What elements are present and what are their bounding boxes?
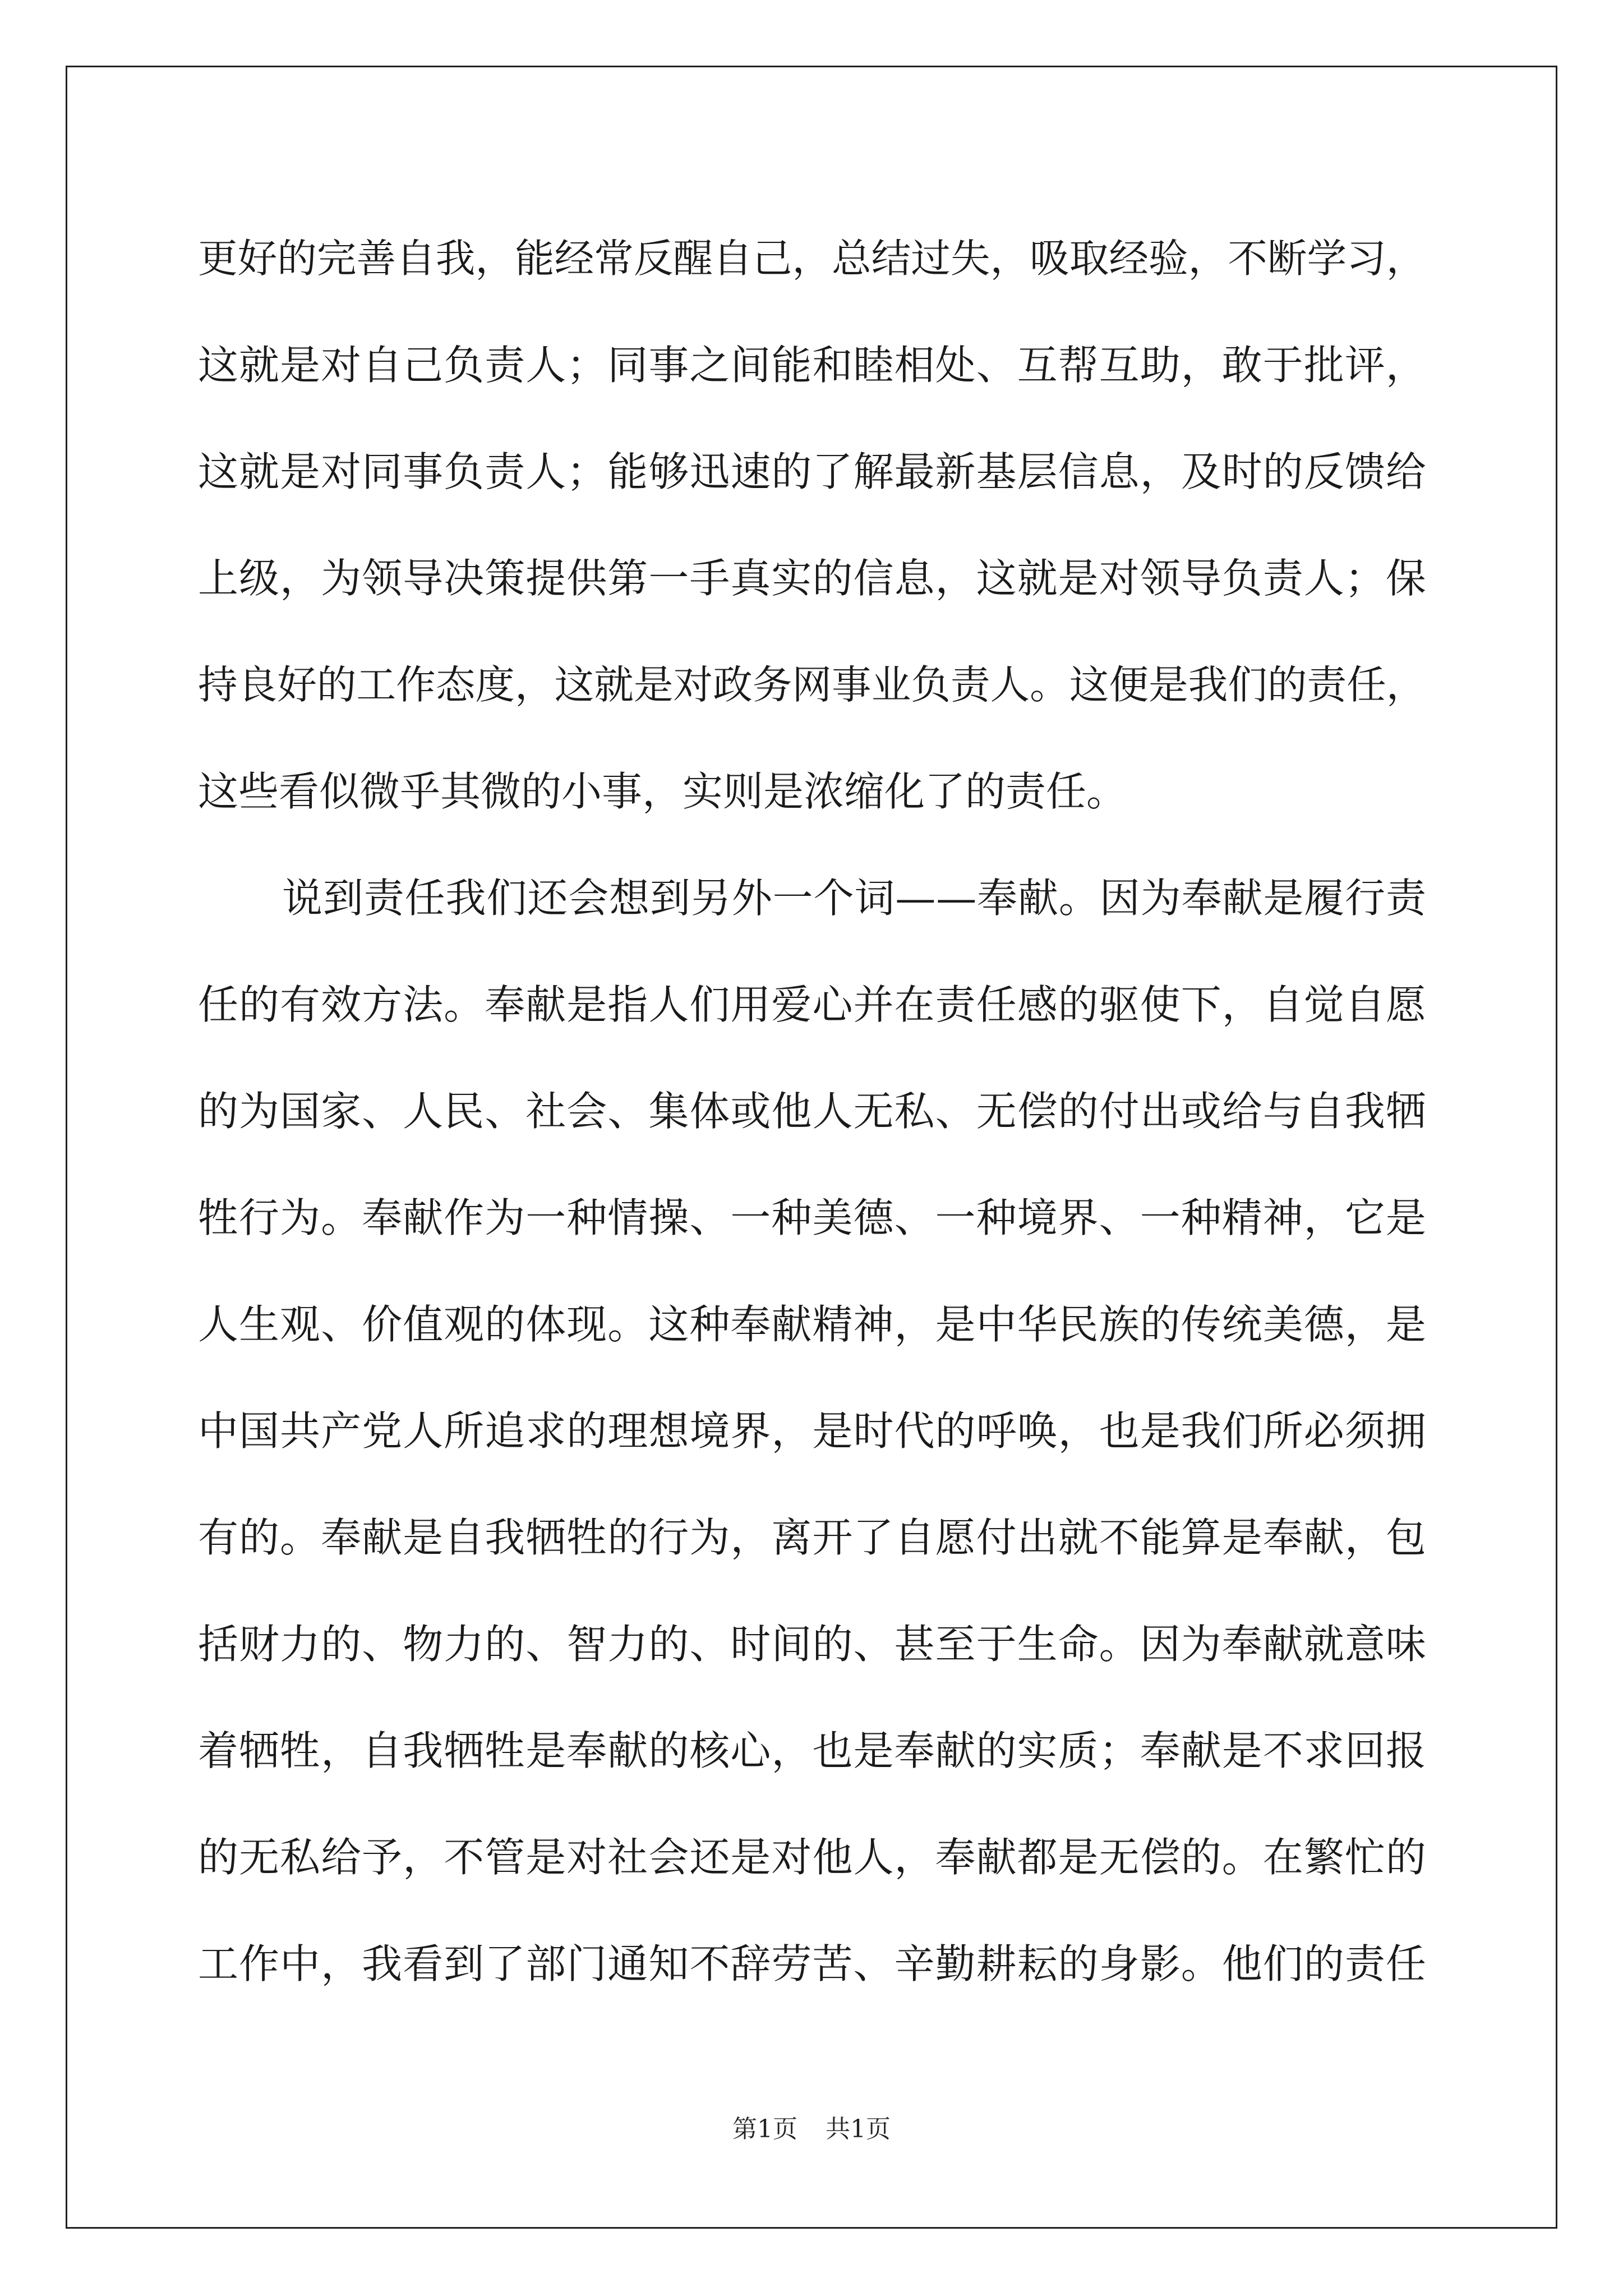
text-line: 这就是对自己负责人；同事之间能和睦相处、互帮互助，敢于批评， <box>198 342 1427 389</box>
text-line: 说到责任我们还会想到另外一个词——奉献。因为奉献是履行责 <box>282 875 1427 922</box>
text-line: 的为国家、人民、社会、集体或他人无私、无偿的付出或给与自我牺 <box>198 1088 1427 1135</box>
document-body <box>198 205 1426 2017</box>
text-line: 上级，为领导决策提供第一手真实的信息，这就是对领导负责人；保 <box>198 555 1427 602</box>
text-line: 括财力的、物力的、智力的、时间的、甚至于生命。因为奉献就意味 <box>198 1621 1427 1668</box>
page-number-current: 第1页 <box>732 2115 797 2143</box>
text-line: 的无私给予，不管是对社会还是对他人，奉献都是无偿的。在繁忙的 <box>198 1834 1427 1881</box>
text-line: 这些看似微乎其微的小事，实则是浓缩化了的责任。 <box>198 768 1127 815</box>
page-number-total: 共1页 <box>826 2115 891 2143</box>
text-line: 任的有效方法。奉献是指人们用爱心并在责任感的驱使下，自觉自愿 <box>198 981 1427 1028</box>
text-line: 工作中，我看到了部门通知不辞劳苦、辛勤耕耘的身影。他们的责任 <box>198 1940 1427 1987</box>
text-line: 更好的完善自我，能经常反醒自己，总结过失，吸取经验，不断学习， <box>198 235 1426 282</box>
text-line: 持良好的工作态度，这就是对政务网事业负责人。这便是我们的责任， <box>198 661 1426 708</box>
text-line: 这就是对同事负责人；能够迅速的了解最新基层信息，及时的反馈给 <box>198 448 1427 495</box>
page-footer <box>0 2113 1623 2146</box>
text-line: 人生观、价值观的体现。这种奉献精神，是中华民族的传统美德，是 <box>198 1301 1427 1348</box>
text-line: 有的。奉献是自我牺牲的行为，离开了自愿付出就不能算是奉献，包 <box>198 1514 1427 1561</box>
text-line: 着牺牲，自我牺牲是奉献的核心，也是奉献的实质；奉献是不求回报 <box>198 1727 1427 1774</box>
text-line: 中国共产党人所追求的理想境界，是时代的呼唤，也是我们所必须拥 <box>198 1407 1427 1455</box>
text-line: 牲行为。奉献作为一种情操、一种美德、一种境界、一种精神，它是 <box>198 1194 1427 1241</box>
